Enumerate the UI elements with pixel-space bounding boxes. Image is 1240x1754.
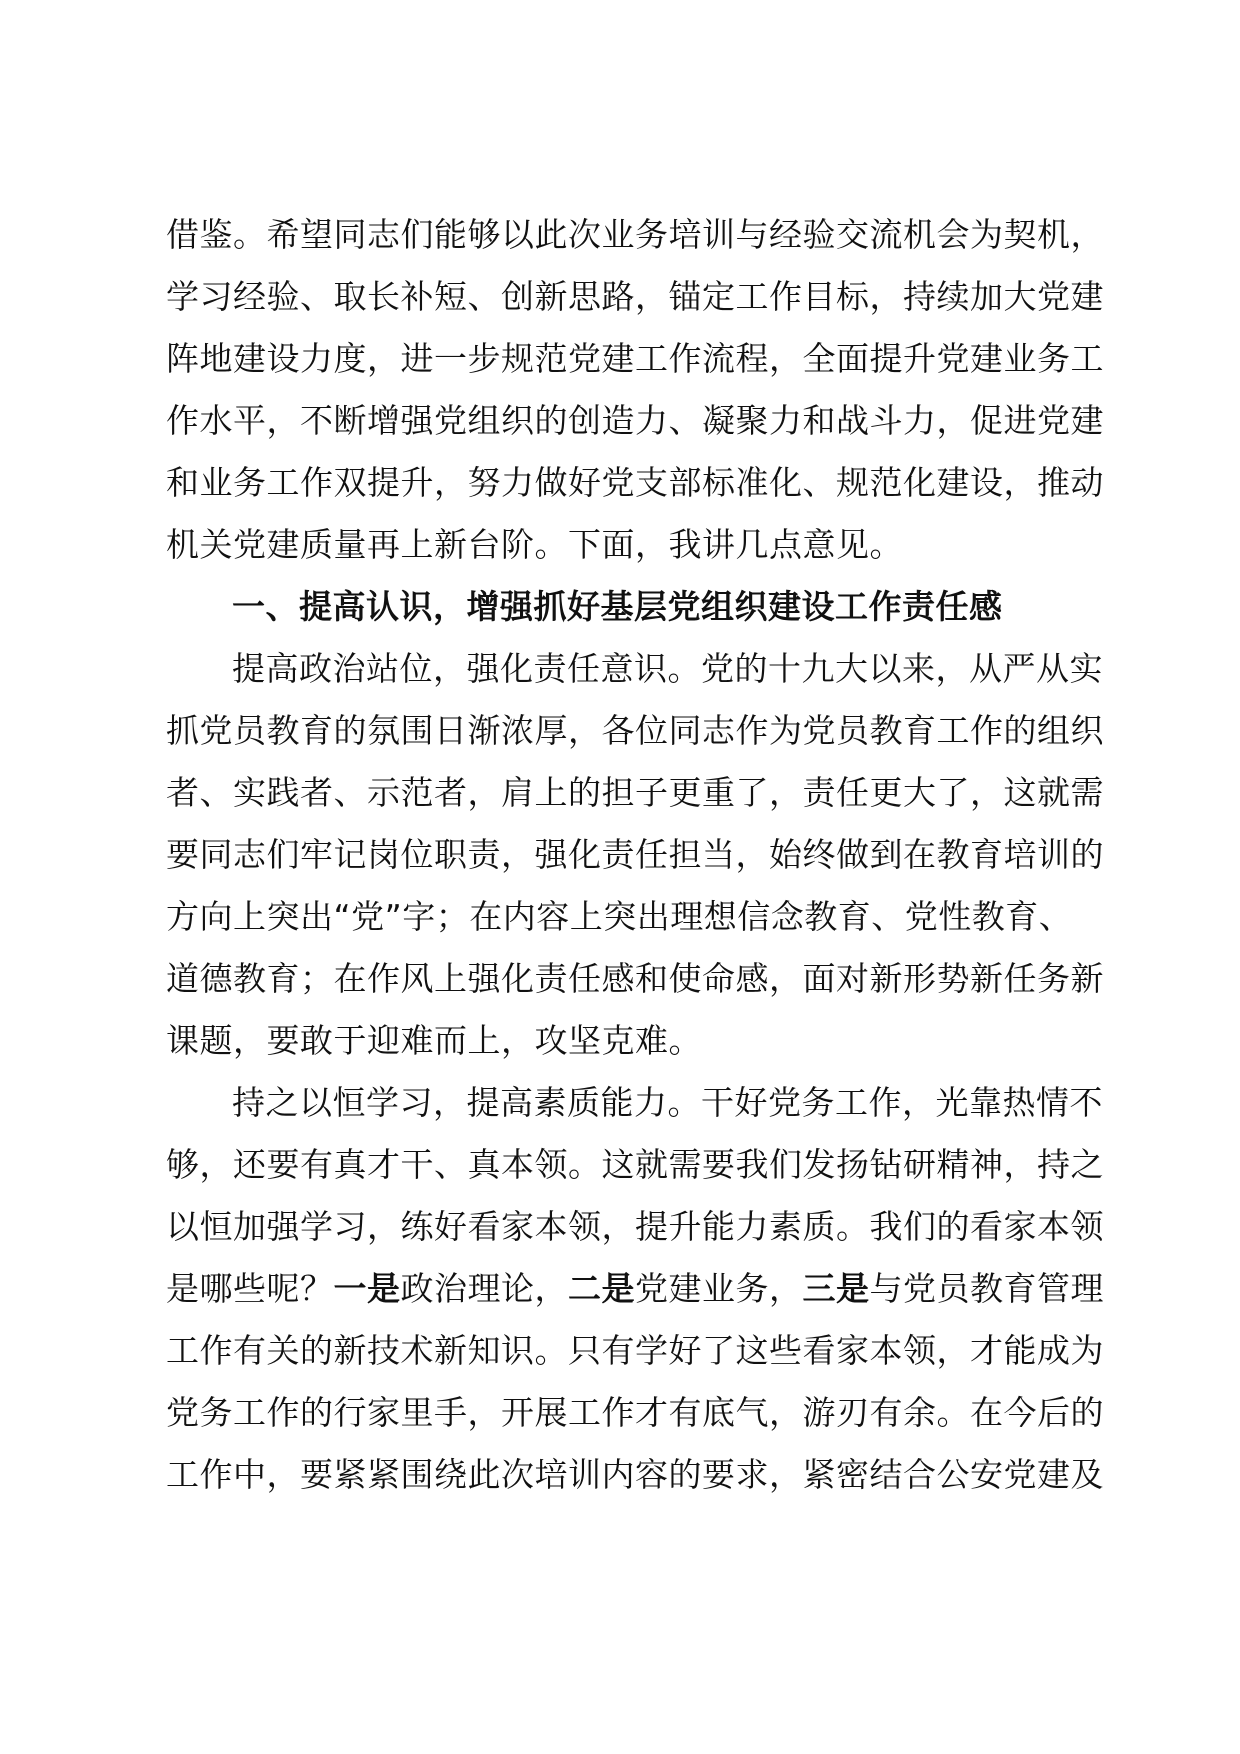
text-line: 和业务工作双提升，努力做好党支部标准化、规范化建设，推动 bbox=[166, 463, 1104, 502]
text-line: 工作中，要紧紧围绕此次培训内容的要求，紧密结合公安党建及 bbox=[166, 1455, 1104, 1494]
bold-run: 二是 bbox=[568, 1269, 635, 1308]
text-line: 工作有关的新技术新知识。只有学好了这些看家本领，才能成为 bbox=[166, 1331, 1104, 1370]
text-line: 要同志们牢记岗位职责，强化责任担当，始终做到在教育培训的 bbox=[166, 835, 1104, 874]
text-run: 是哪些呢？ bbox=[166, 1269, 334, 1308]
document-body bbox=[166, 204, 1104, 1506]
text-line: 借鉴。希望同志们能够以此次业务培训与经验交流机会为契机， bbox=[166, 215, 1104, 254]
text-line: 阵地建设力度，进一步规范党建工作流程，全面提升党建业务工 bbox=[166, 339, 1104, 378]
bold-run: 一是 bbox=[333, 1269, 401, 1308]
text-line: 够，还要有真才干、真本领。这就需要我们发扬钻研精神，持之 bbox=[166, 1145, 1104, 1184]
text-line: 课题，要敢于迎难而上，攻坚克难。 bbox=[166, 1021, 702, 1060]
text-line: 者、实践者、示范者，肩上的担子更重了，责任更大了，这就需 bbox=[166, 773, 1104, 812]
text-run: 政治理论， bbox=[400, 1269, 568, 1308]
section-heading: 一、提高认识，增强抓好基层党组织建设工作责任感 bbox=[232, 587, 1003, 626]
text-line: 机关党建质量再上新台阶。下面，我讲几点意见。 bbox=[166, 525, 903, 564]
text-line: 抓党员教育的氛围日渐浓厚，各位同志作为党员教育工作的组织 bbox=[166, 711, 1104, 750]
text-line: 党务工作的行家里手，开展工作才有底气，游刃有余。在今后的 bbox=[166, 1393, 1104, 1432]
text-line: 作水平，不断增强党组织的创造力、凝聚力和战斗力，促进党建 bbox=[166, 401, 1104, 440]
text-line: 以恒加强学习，练好看家本领，提升能力素质。我们的看家本领 bbox=[166, 1207, 1104, 1246]
bold-run: 三是 bbox=[802, 1269, 870, 1308]
text-run: 党建业务， bbox=[635, 1269, 803, 1308]
text-line: 提高政治站位，强化责任意识。党的十九大以来，从严从实 bbox=[232, 649, 1103, 688]
text-run: 与党员教育管理 bbox=[869, 1269, 1104, 1308]
text-line-mixed bbox=[166, 1258, 1104, 1320]
text-line: 道德教育；在作风上强化责任感和使命感，面对新形势新任务新 bbox=[166, 959, 1104, 998]
text-line: 持之以恒学习，提高素质能力。干好党务工作，光靠热情不 bbox=[232, 1083, 1103, 1122]
text-line: 方向上突出“党”字；在内容上突出理想信念教育、党性教育、 bbox=[166, 897, 1073, 936]
text-line: 学习经验、取长补短、创新思路，锚定工作目标，持续加大党建 bbox=[166, 277, 1104, 316]
